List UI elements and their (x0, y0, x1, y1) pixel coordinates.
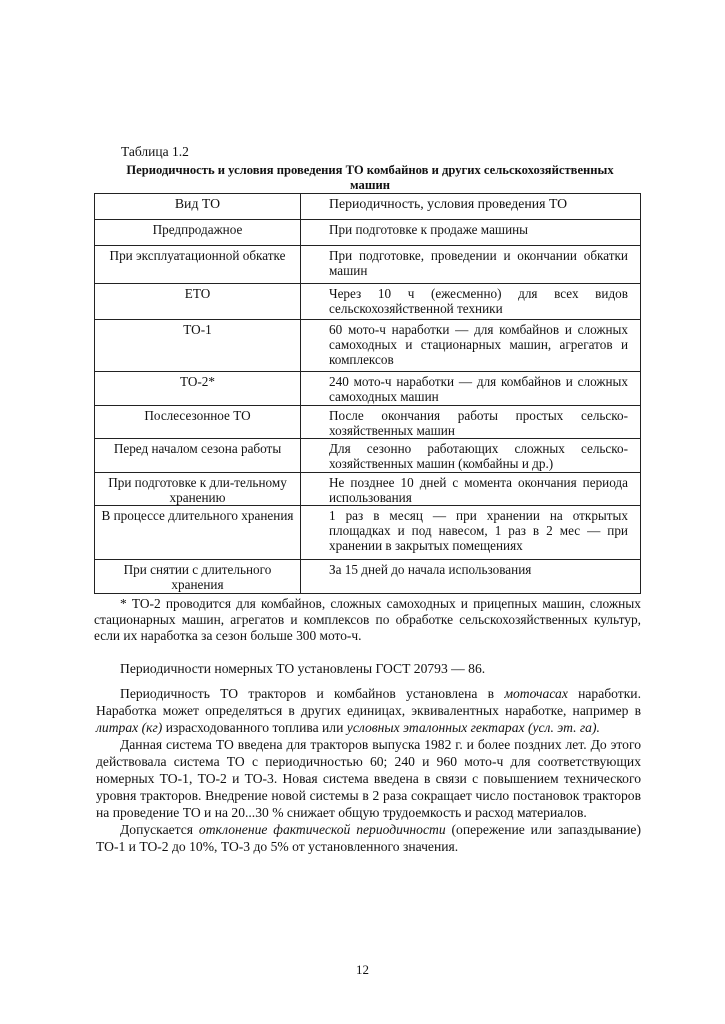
table-title (100, 163, 640, 193)
cell-periodicity: После окончания работы простых сельско-хозяйственных машин (301, 406, 641, 439)
page-number: 12 (356, 962, 369, 977)
table-row (95, 320, 641, 372)
table-title-line-2: машин (350, 178, 390, 192)
p4-text-a: Допускается (120, 822, 199, 837)
cell-type: В процессе длительного хранения (95, 506, 301, 560)
table-row (95, 506, 641, 560)
p2-text-b: наработки. Наработка может определяться в других единицах, эквивалентных наработке, например в (96, 686, 641, 718)
cell-type: При эксплуатационной обкатке (95, 246, 301, 284)
p2-em-liters: литрах (кг) (96, 720, 163, 735)
table-row (95, 246, 641, 284)
paragraph-gost-text: Периодичности номерных ТО установлены ГОСТ 20793 — 86. (120, 661, 486, 676)
cell-periodicity: Не позднее 10 дней с момента окончания периода использования (301, 473, 641, 506)
cell-type: При снятии с длительного хранения (95, 560, 301, 594)
cell-periodicity: 60 мото-ч наработки — для комбайнов и сложных самоходных и стационарных машин, агрегатов и комплексов (301, 320, 641, 372)
cell-periodicity: При подготовке, проведении и окончании обкатки машин (301, 246, 641, 284)
paragraph-system-text: Данная система ТО введена для тракторов выпуска 1982 г. и более поздних лет. До этого действовала система ТО с периодичностью 60; 240 и 960 мото-ч для соответствующих номерных ТО-1, ТО-2 и ТО-3. Новая система введена в связи с повышением технического уровня тракторов. Внедрение новой системы в 2 раза сокращает число постановок тракторов на проведение ТО и на 20...30 % снижает общую трудоемкость и расход материалов. (96, 737, 641, 820)
p2-text-c: израсходованного топлива или (162, 720, 347, 735)
body-text (96, 660, 641, 855)
cell-periodicity: 240 мото-ч наработки — для комбайнов и сложных самоходных машин (301, 372, 641, 406)
footnote-text: * ТО-2 проводится для комбайнов, сложных самоходных и прицепных машин, сложных стационарных машин, агрегатов и комплексов по обработке сельскохозяйственных культур, если их наработка за сезон больше 300 мото-ч. (94, 596, 641, 643)
table-row (95, 372, 641, 406)
cell-type: Послесезонное ТО (95, 406, 301, 439)
table-row (95, 473, 641, 506)
table-row (95, 439, 641, 473)
table-row (95, 406, 641, 439)
cell-type: ТО-2* (95, 372, 301, 406)
cell-periodicity: Для сезонно работающих сложных сельско-хозяйственных машин (комбайны и др.) (301, 439, 641, 473)
paragraph-deviation (96, 821, 641, 855)
cell-periodicity: Через 10 ч (ежесменно) для всех видов сельскохозяйственной техники (301, 284, 641, 320)
table-row (95, 284, 641, 320)
cell-type: ЕТО (95, 284, 301, 320)
table-header-row (95, 194, 641, 220)
cell-type: При подготовке к дли-тельному хранению (95, 473, 301, 506)
p2-em-hectares: условных эталонных гектарах (усл. эт. га). (346, 720, 600, 735)
p4-em-deviation: отклонение фактической периодичности (198, 822, 446, 837)
cell-periodicity: 1 раз в месяц — при хранении на открытых площадках и под навесом, 1 раз в 2 мес — при хранении в закрытых помещениях (301, 506, 641, 560)
cell-type: Перед началом сезона работы (95, 439, 301, 473)
paragraph-system (96, 736, 641, 821)
table-row (95, 560, 641, 594)
paragraph-periodicity (96, 685, 641, 736)
cell-periodicity: При подготовке к продаже машины (301, 220, 641, 246)
cell-type: Предпродажное (95, 220, 301, 246)
header-type: Вид ТО (95, 194, 301, 220)
paragraph-gost (96, 660, 641, 677)
p2-em-motohours: моточасах (504, 686, 568, 701)
p4-text-b: (опережение или запаздывание) ТО-1 и ТО-2 до 10%, ТО-3 до 5% от установленного значения. (96, 822, 641, 854)
p2-text-a: Периодичность ТО тракторов и комбайнов установлена в (120, 686, 505, 701)
table-row (95, 220, 641, 246)
cell-periodicity: За 15 дней до начала использования (301, 560, 641, 594)
maintenance-table (94, 193, 641, 594)
table-footnote (94, 596, 641, 644)
header-periodicity: Периодичность, условия проведения ТО (301, 194, 641, 220)
table-title-line-1: Периодичность и условия проведения ТО комбайнов и других сельскохозяйственных (126, 163, 614, 177)
cell-type: ТО-1 (95, 320, 301, 372)
table-caption: Таблица 1.2 (121, 144, 189, 159)
